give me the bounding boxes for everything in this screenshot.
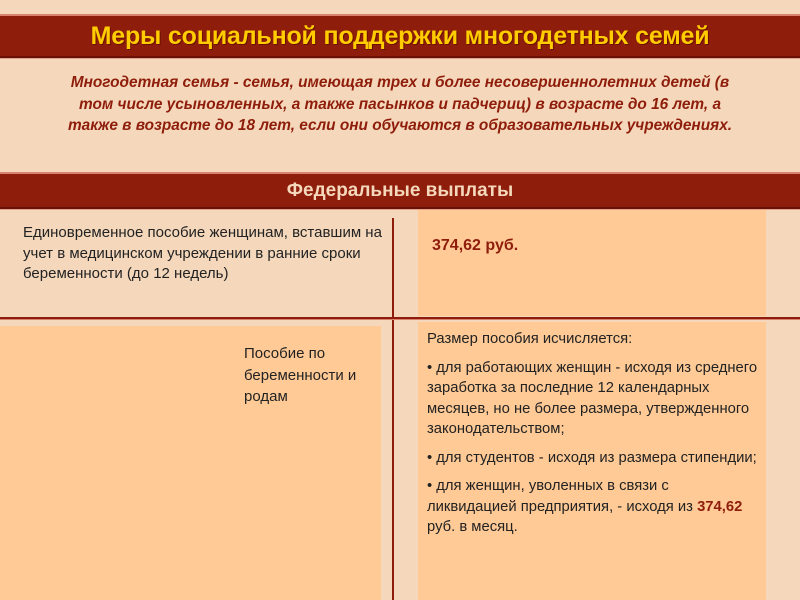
section-header-bar [0,172,800,209]
benefit-1-amount: 374,62 руб. [432,237,519,254]
section-title: Федеральные выплаты [286,179,514,201]
benefit-1-label: Единовременное пособие женщинам, вставшим на учет в медицинском учреждении в ранние сроки беременности (до 12 недель) [23,224,382,282]
benefit-2-details [427,329,762,546]
details-bullet-1: • для работающих женщин - исходя из среднего заработка за последние 12 календарных месяцев, но не более размера, утвержденного законодательством; [427,359,758,437]
bullet-3-amount: 374,62 [697,498,743,515]
column-divider [392,218,394,600]
bullet-3-suffix: руб. в месяц. [427,519,518,535]
title-bar [0,14,800,58]
details-intro: Размер пособия исчисляется: [427,331,633,347]
benefit-2-label: Пособие по беременности и родам [244,345,357,405]
page-title: Меры социальной поддержки многодетных семей [90,21,710,50]
amount-panel [418,210,766,316]
details-bullet-2: • для студентов - исходя из размера стипендии; [427,449,757,466]
details-bullet-3 [427,476,762,538]
bullet-3-prefix: • для женщин, уволенных в связи с ликвидацией предприятия, - исходя из [427,478,693,515]
definition-text: Многодетная семья - семья, имеющая трех и более несовершеннолетних детей (в том числе усыновленных, а также пасынков и падчериц) в возрасте до 16 лет, а также в возрасте до 18 лет, если они обучаются в образовательных учреждениях. [67,74,733,134]
row-divider [0,317,800,319]
